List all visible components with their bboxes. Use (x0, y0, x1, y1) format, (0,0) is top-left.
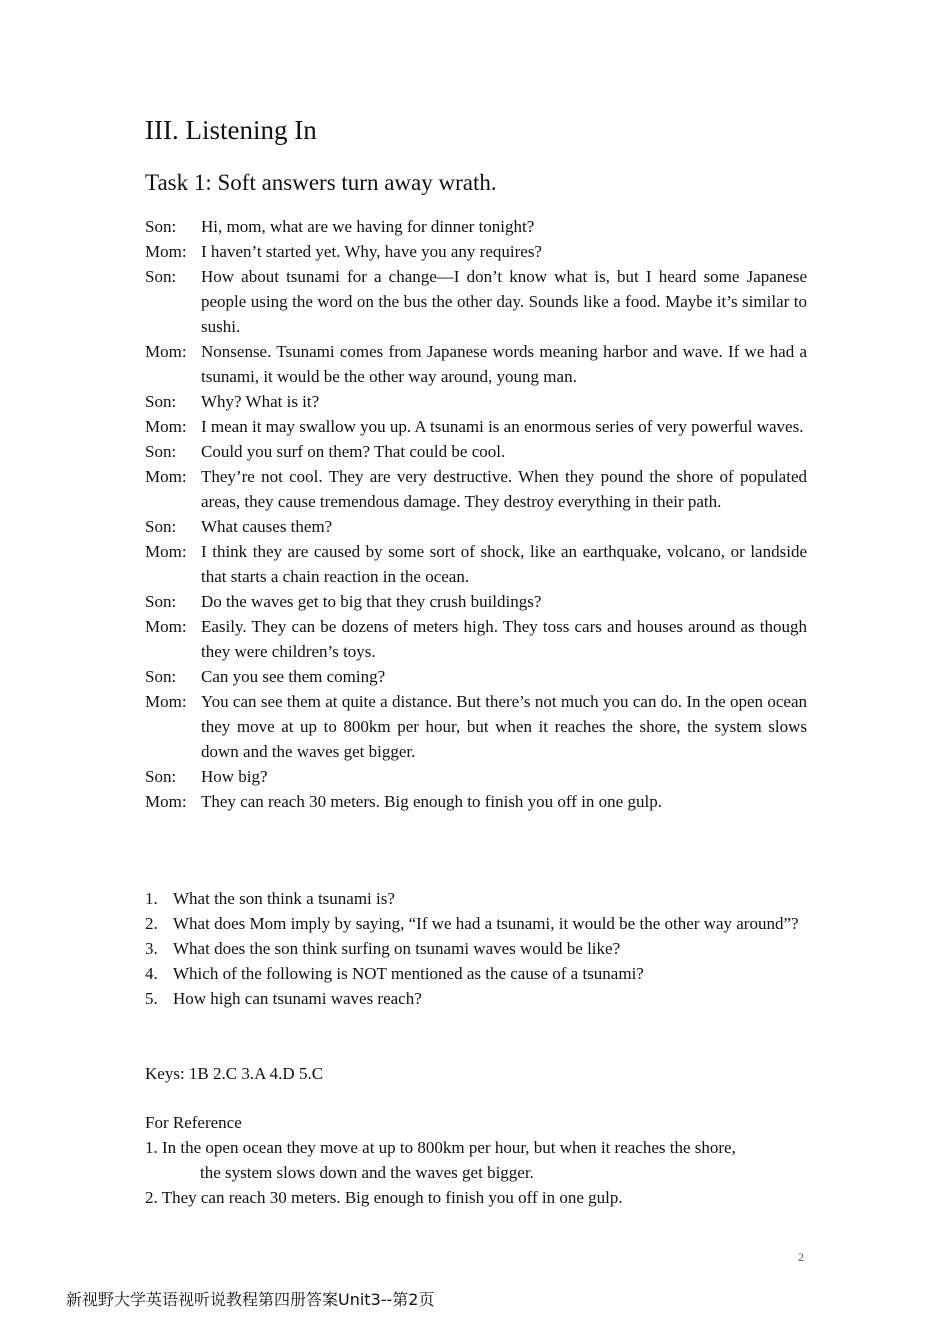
utterance-text: Hi, mom, what are we having for dinner tonight? (201, 217, 535, 236)
dialogue-turn (145, 264, 807, 339)
speaker-label: Mom: (145, 342, 187, 361)
reference-list (145, 1135, 813, 1210)
reference-item (145, 1135, 813, 1185)
utterance-text: Do the waves get to big that they crush buildings? (201, 592, 542, 611)
speaker-label: Mom: (145, 417, 187, 436)
question-text: What the son think a tsunami is? (173, 889, 395, 908)
question-text: What does the son think surfing on tsunami waves would be like? (173, 939, 621, 958)
speaker-label: Son: (145, 267, 177, 286)
speaker-label: Son: (145, 517, 177, 536)
question-text: What does Mom imply by saying, “If we had a tsunami, it would be the other way around”? (173, 914, 799, 933)
speaker-label: Son: (145, 442, 177, 461)
question-number: 1. (145, 889, 158, 908)
utterance-text: I mean it may swallow you up. A tsunami is an enormous series of very powerful waves. (201, 417, 804, 436)
dialogue (145, 214, 807, 814)
reference-heading: For Reference (145, 1113, 242, 1132)
dialogue-turn (145, 589, 807, 614)
dialogue-turn (145, 414, 807, 439)
page-number: 2 (798, 1250, 804, 1264)
reference-text: 1. In the open ocean they move at up to 800km per hour, but when it reaches the shore, (145, 1138, 736, 1157)
dialogue-turn (145, 514, 807, 539)
question-item (145, 911, 807, 936)
dialogue-turn (145, 464, 807, 514)
reference-continuation: the system slows down and the waves get bigger. (200, 1163, 534, 1182)
dialogue-turn (145, 339, 807, 389)
section-title: III. Listening In (145, 115, 317, 145)
answer-keys: Keys: 1B 2.C 3.A 4.D 5.C (145, 1064, 324, 1083)
dialogue-turn (145, 539, 807, 589)
question-item (145, 961, 807, 986)
dialogue-turn (145, 214, 807, 239)
question-number: 3. (145, 939, 158, 958)
reference-section (145, 1110, 813, 1210)
reference-text: 2. They can reach 30 meters. Big enough to finish you off in one gulp. (145, 1188, 623, 1207)
question-number: 5. (145, 989, 158, 1008)
speaker-label: Mom: (145, 467, 187, 486)
dialogue-turn (145, 664, 807, 689)
speaker-label: Son: (145, 217, 177, 236)
speaker-label: Mom: (145, 617, 187, 636)
utterance-text: Easily. They can be dozens of meters high. They toss cars and houses around as though they were children’s toys. (201, 617, 807, 661)
question-list (145, 886, 807, 1011)
dialogue-turn (145, 764, 807, 789)
speaker-label: Son: (145, 392, 177, 411)
question-item (145, 936, 807, 961)
utterance-text: Can you see them coming? (201, 667, 386, 686)
utterance-text: They’re not cool. They are very destructive. When they pound the shore of populated areas, they cause tremendous damage. They destroy everything in their path. (201, 467, 807, 511)
question-number: 2. (145, 914, 158, 933)
dialogue-turn (145, 389, 807, 414)
task-title: Task 1: Soft answers turn away wrath. (145, 170, 497, 195)
speaker-label: Mom: (145, 692, 187, 711)
utterance-text: Nonsense. Tsunami comes from Japanese words meaning harbor and wave. If we had a tsunami, it would be the other way around, young man. (201, 342, 807, 386)
speaker-label: Mom: (145, 242, 187, 261)
utterance-text: Why? What is it? (201, 392, 320, 411)
dialogue-turn (145, 239, 807, 264)
speaker-label: Mom: (145, 542, 187, 561)
utterance-text: You can see them at quite a distance. But there’s not much you can do. In the open ocean they move at up to 800km per hour, but when it reaches the shore, the system slows down and the waves get bigger. (201, 692, 807, 761)
utterance-text: They can reach 30 meters. Big enough to finish you off in one gulp. (201, 792, 662, 811)
question-text: How high can tsunami waves reach? (173, 989, 422, 1008)
utterance-text: I think they are caused by some sort of shock, like an earthquake, volcano, or landside that starts a chain reaction in the ocean. (201, 542, 807, 586)
reference-item (145, 1185, 813, 1210)
question-item (145, 886, 807, 911)
speaker-label: Son: (145, 592, 177, 611)
utterance-text: Could you surf on them? That could be cool. (201, 442, 506, 461)
dialogue-turn (145, 789, 807, 814)
question-number: 4. (145, 964, 158, 983)
utterance-text: What causes them? (201, 517, 333, 536)
footer-caption: 新视野大学英语视听说教程第四册答案Unit3--第2页 (66, 1290, 435, 1309)
utterance-text: How about tsunami for a change—I don’t know what is, but I heard some Japanese people using the word on the bus the other day. Sounds like a food. Maybe it’s similar to sushi. (201, 267, 807, 336)
question-text: Which of the following is NOT mentioned as the cause of a tsunami? (173, 964, 644, 983)
speaker-label: Mom: (145, 792, 187, 811)
question-item (145, 986, 807, 1011)
speaker-label: Son: (145, 767, 177, 786)
utterance-text: How big? (201, 767, 268, 786)
speaker-label: Son: (145, 667, 177, 686)
utterance-text: I haven’t started yet. Why, have you any requires? (201, 242, 542, 261)
dialogue-turn (145, 614, 807, 664)
dialogue-turn (145, 439, 807, 464)
dialogue-turn (145, 689, 807, 764)
